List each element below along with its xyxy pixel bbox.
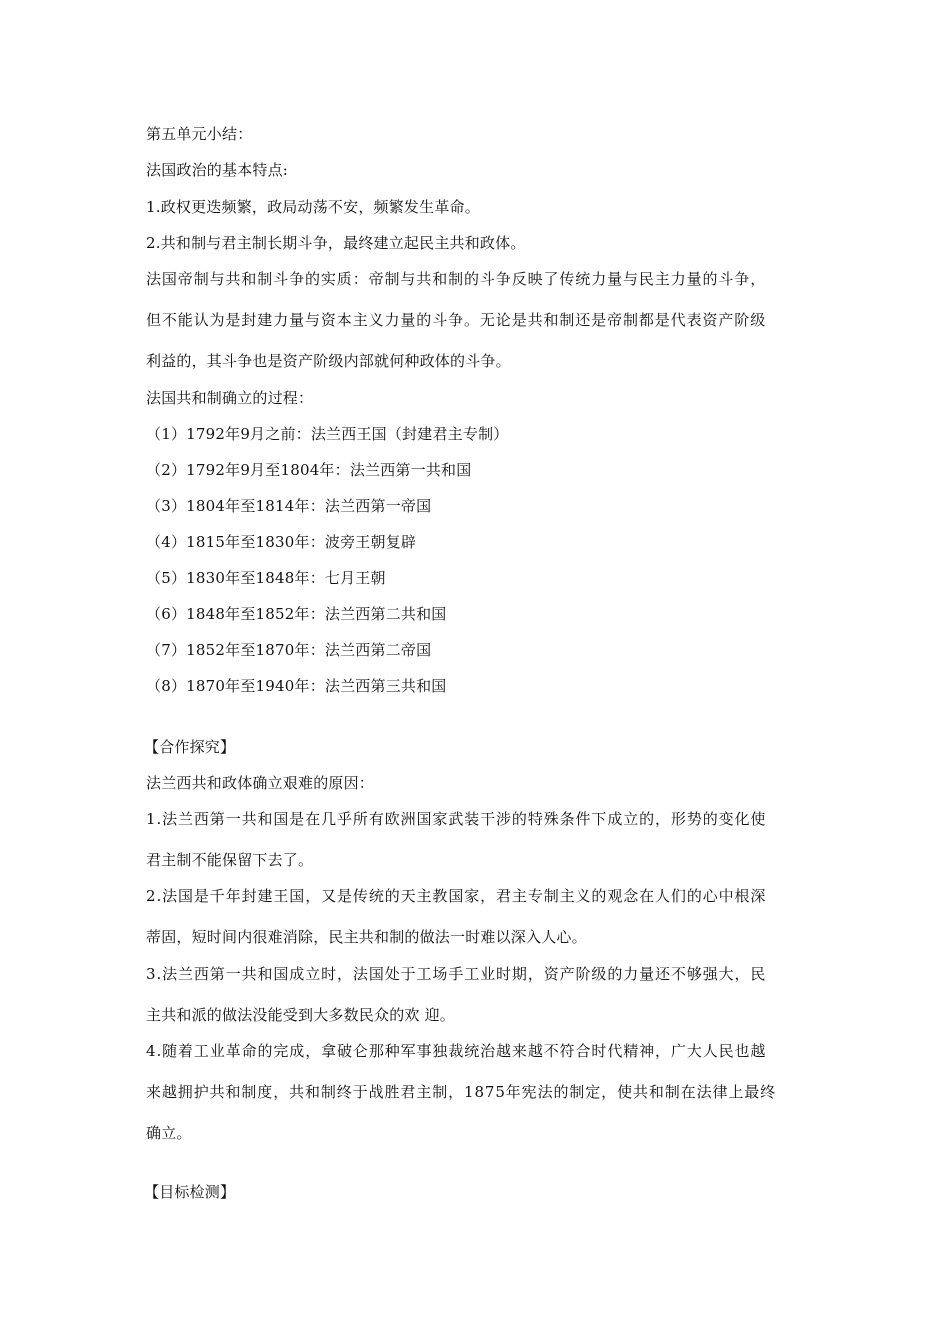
reason-line: 3.法兰西第一共和国成立时，法国处于工场手工业时期，资产阶级的力量还不够强大，民 xyxy=(146,965,767,983)
process-item: （6）1848年至1852年：法兰西第二共和国 xyxy=(146,605,447,623)
cooperation-question: 法兰西共和政体确立艰难的原因： xyxy=(146,774,375,792)
reason-line: 主共和派的做法没能受到大多数民众的欢 迎。 xyxy=(146,1006,455,1024)
essence-paragraph-line: 法国帝制与共和制斗争的实质：帝制与共和制的斗争反映了传统力量与民主力量的斗争， xyxy=(146,270,767,288)
features-heading: 法国政治的基本特点: xyxy=(146,161,289,179)
feature-item: 2.共和制与君主制长期斗争，最终建立起民主共和政体。 xyxy=(146,234,526,252)
process-item: （1）1792年9月之前：法兰西王国（封建君主专制） xyxy=(146,425,509,443)
reason-line: 君主制不能保留下去了。 xyxy=(146,851,314,869)
process-item: （3）1804年至1814年：法兰西第一帝国 xyxy=(146,497,432,515)
essence-paragraph-line: 但不能认为是封建力量与资本主义力量的斗争。无论是共和制还是帝制都是代表资产阶级 xyxy=(146,311,767,329)
process-item: （5）1830年至1848年：七月王朝 xyxy=(146,569,386,587)
reason-line: 蒂固，短时间内很难消除，民主共和制的做法一时难以深入人心。 xyxy=(146,928,587,946)
process-item: （7）1852年至1870年：法兰西第二帝国 xyxy=(146,641,432,659)
process-item: （2）1792年9月至1804年：法兰西第一共和国 xyxy=(146,461,472,479)
feature-item: 1.政权更迭频繁，政局动荡不安，频繁发生革命。 xyxy=(146,198,480,216)
unit-summary-title: 第五单元小结： xyxy=(146,125,253,143)
reason-line: 确立。 xyxy=(146,1124,192,1142)
process-heading: 法国共和制确立的过程： xyxy=(146,389,314,407)
reason-line: 2.法国是千年封建王国，又是传统的天主教国家，君主专制主义的观念在人们的心中根深 xyxy=(146,887,767,905)
target-heading: 【目标检测】 xyxy=(144,1183,236,1201)
reason-line: 1.法兰西第一共和国是在几乎所有欧洲国家武装干涉的特殊条件下成立的，形势的变化使 xyxy=(146,810,767,828)
essence-paragraph-line: 利益的，其斗争也是资产阶级内部就何种政体的斗争。 xyxy=(146,352,511,370)
reason-line: 4.随着工业革命的完成，拿破仑那种军事独裁统治越来越不符合时代精神，广大人民也越 xyxy=(146,1042,767,1060)
process-item: （8）1870年至1940年：法兰西第三共和国 xyxy=(146,677,447,695)
process-item: （4）1815年至1830年：波旁王朝复辟 xyxy=(146,533,417,551)
cooperation-heading: 【合作探究】 xyxy=(144,738,236,756)
reason-line: 来越拥护共和制度，共和制终于战胜君主制，1875年宪法的制定，使共和制在法律上最终 xyxy=(146,1083,777,1101)
